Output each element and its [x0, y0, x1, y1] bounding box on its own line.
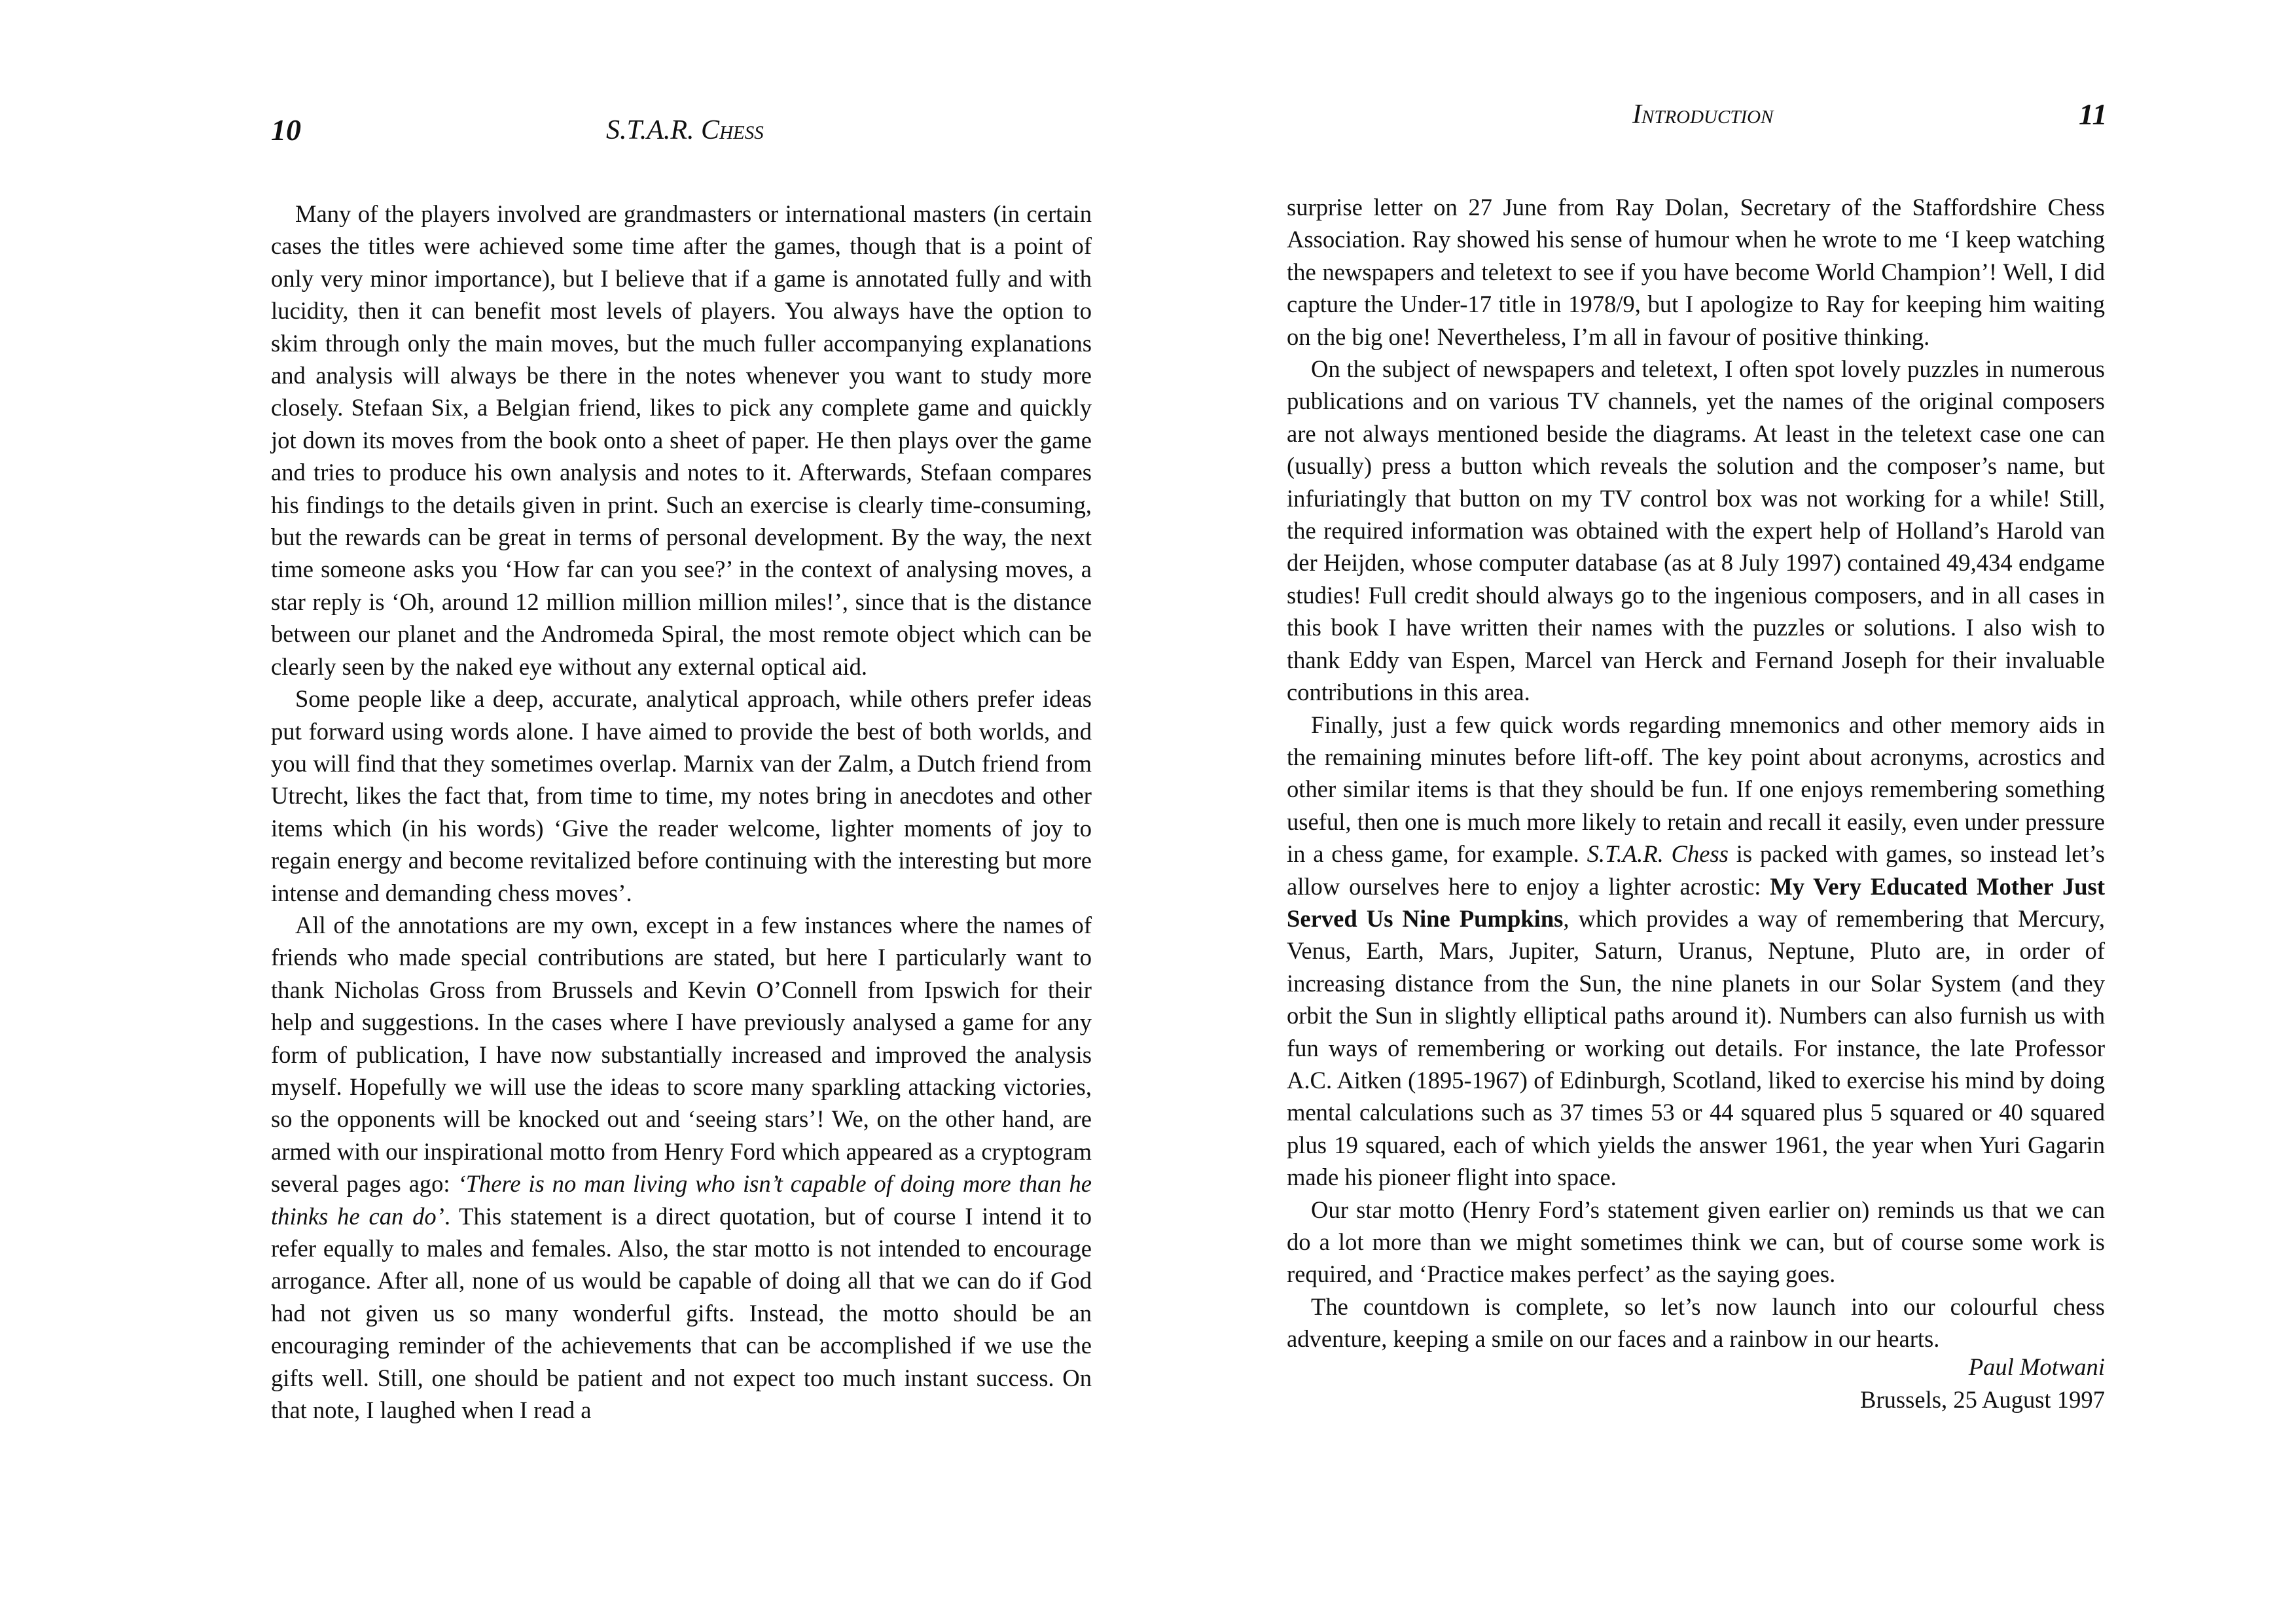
paragraph: surprise letter on 27 June from Ray Dolan, Secretary of the Staffordshire Chess Association. Ray showed his sense of humour when he wrote to me ‘I keep watching the newspapers and teletext to see if you have become World Champion’! Well, I did capture the Under-17 title in 1978/9, but I apologize to Ray for keeping him waiting on the big one! Nevertheless, I’m all in favour of positive thinking.	[1287, 194, 2105, 350]
paragraph: Many of the players involved are grandmasters or international masters (in certain cases the titles were achieved some time after the games, though that is a point of only very minor importance), but I believe that if a game is annotated fully and with lucidity, then it can benefit most levels of players. You always have the option to skim through only the main moves, but the much fuller accompanying explanations and analysis will always be there in the notes whenever you want to study more closely. Stefaan Six, a Belgian friend, likes to pick any complete game and quickly jot down its moves from the book onto a sheet of paper. He then plays over the game and tries to produce his own analysis and notes to it. Afterwards, Stefaan compares his findings to the details given in print. Such an exercise is clearly time-consuming, but the rewards can be great in terms of personal development. By the way, the next time someone asks you ‘How far can you see?’ in the context of analysing moves, a star reply is ‘Oh, around 12 million million million miles!’, since that is the distance between our planet and the Andromeda Spiral, the most remote object which can be clearly seen by the naked eye without any external optical aid.	[271, 200, 1092, 680]
left-running-title: S.T.A.R. Chess	[606, 115, 764, 145]
paragraph: The countdown is complete, so let’s now launch into our colourful chess adventure, keeping a smile on our faces and a rainbow in our hearts.	[1287, 1293, 2105, 1353]
paragraph-text: . This statement is a direct quotation, but of course I intend it to refer equally to males and females. Also, the star motto is not intended to encourage arrogance. After all, none of us would be capable of doing all that we can do if God had not given us so many wonderful gifts. Instead, the motto should be an encouraging reminder of the achievements that can be accomplished if we use the gifts well. Still, one should be patient and not expect too much instant success. On that note, I laughed when I read a	[271, 1202, 1092, 1424]
right-page	[1148, 0, 2296, 1623]
motto-quote: ‘There is no man living who isn’t capable of doing more than he thinks he can do’	[271, 1170, 1092, 1230]
paragraph: Our star motto (Henry Ford’s statement given earlier on) reminds us that we can do a lot more than we might sometimes think we can, but of course some work is required, and ‘Practice makes perfect’ as the saying goes.	[1287, 1196, 2105, 1288]
right-page-number: 11	[2079, 98, 2108, 131]
left-body-text	[271, 198, 1092, 1426]
paragraph: On the subject of newspapers and teletext, I often spot lovely puzzles in numerous publications and on various TV channels, yet the names of the original composers are not always mentioned beside the diagrams. At least in the teletext case one can (usually) press a button which reveals the solution and the composer’s name, but infuriatingly that button on my TV control box was not working for a while! Still, the required information was obtained with the expert help of Holland’s Harold van der Heijden, whose computer database (as at 8 July 1997) contained 49,434 endgame studies! Full credit should always go to the ingenious composers, and in all cases in this book I have written their names with the puzzles or solutions. I also wish to thank Eddy van Espen, Marcel van Herck and Fernand Joseph for their invaluable contributions in this area.	[1287, 355, 2105, 706]
right-body-text	[1287, 191, 2105, 1355]
paragraph	[1287, 709, 2105, 1194]
paragraph-text: , which provides a way of remembering that Mercury, Venus, Earth, Mars, Jupiter, Saturn, Uranus, Neptune, Pluto are, in order of increasing distance from the Sun, the nine planets in our Solar System (and they orbit the Sun in slightly elliptical paths around it). Numbers can also furnish us with fun ways of remembering or working out details. For instance, the late Professor A.C. Aitken (1895-1967) of Edinburgh, Scotland, liked to exercise his mind by doing mental calculations such as 37 times 53 or 44 squared plus 5 squared or 40 squared plus 19 squared, each of which yields the answer 1961, the year when Yuri Gagarin made his pioneer flight into space.	[1287, 904, 2105, 1191]
paragraph: Some people like a deep, accurate, analytical approach, while others prefer ideas put forward using words alone. I have aimed to provide the best of both worlds, and you will find that they sometimes overlap. Marnix van der Zalm, a Dutch friend from Utrecht, likes the fact that, from time to time, my notes bring in anecdotes and other items which (in his words) ‘Give the reader welcome, lighter moments of joy to regain energy and become revitalized before continuing with the interesting but more intense and demanding chess moves’.	[271, 685, 1092, 906]
paragraph-text: Finally, just a few quick words regarding mnemonics and other memory aids in the remaining minutes before lift-off. The key point about acronyms, acrostics and other similar items is that they should be fun. If one enjoys remembering something useful, then one is much more likely to retain and recall it easily, even under pressure in a chess game, for example.	[1287, 711, 2105, 868]
acrostic: My Very Educated Mother Just Served Us Nine Pumpkins	[1287, 872, 2106, 932]
right-running-title: Introduction	[1632, 99, 1774, 130]
left-page-number: 10	[271, 113, 301, 147]
place-date: Brussels, 25 August 1997	[1860, 1386, 2105, 1413]
signature-block	[1287, 1351, 2105, 1416]
book-title: S.T.A.R. Chess	[1587, 840, 1729, 868]
author-name: Paul Motwani	[1968, 1353, 2105, 1380]
paragraph-text: is packed with games, so instead let’s allow ourselves here to enjoy a lighter acrostic:	[1287, 840, 2106, 900]
paragraph-text: All of the annotations are my own, except in a few instances where the names of friends who made special contributions are stated, but here I particularly want to thank Nicholas Gross from Brussels and Kevin O’Connell from Ipswich for their help and suggestions. In the cases where I have previously analysed a game for any form of publication, I have now substantially increased and improved the analysis myself. Hopefully we will use the ideas to score many sparkling attacking victories, so the opponents will be knocked out and ‘seeing stars’! We, on the other hand, are armed with our inspirational motto from Henry Ford which appeared as a cryptogram several pages ago:	[271, 911, 1092, 1198]
paragraph	[271, 909, 1092, 1427]
